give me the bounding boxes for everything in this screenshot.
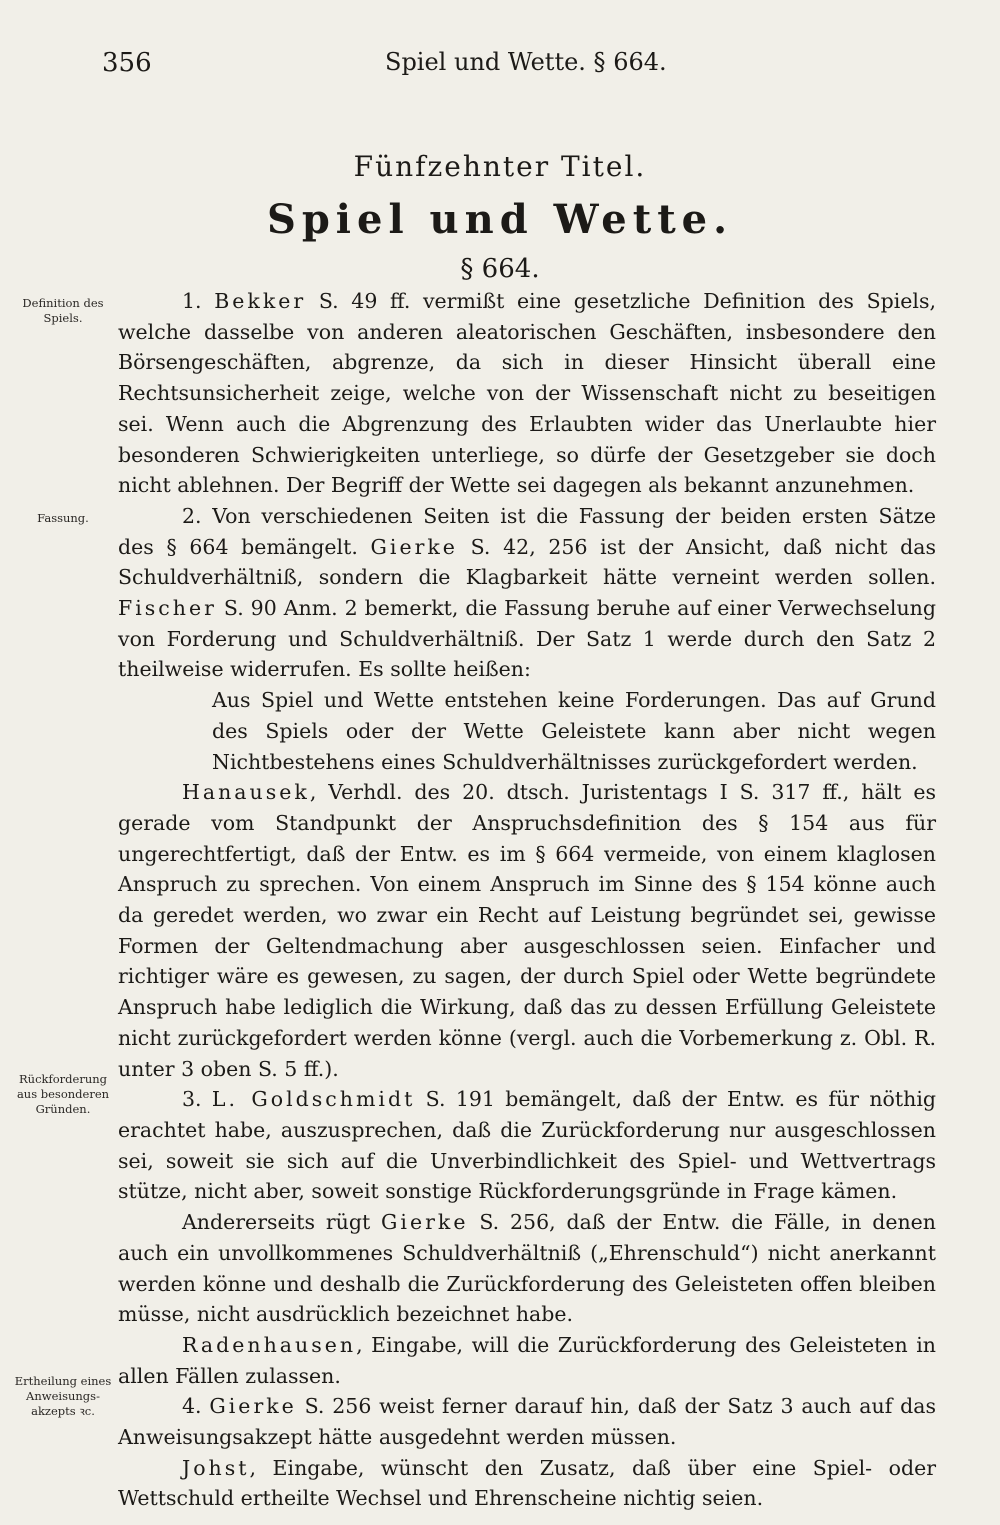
paragraph-3-text: , Verhdl. des 20. dtsch. Juristentags I S. 317 ff., hält es gerade vom Standpunkt der Anspruchsdefinition des § 154 aus für ungerechtfertigt, daß der Entw. es im § 664 vermeide, von einem klaglosen Anspruch zu sprechen. Von einem Anspruch im Sinne des § 154 könne auch da geredet werden, wo zwar ein Recht auf Leistung begründet sei, gewisse Formen der Geltendmachung aber ausgeschlossen seien. Einfacher und richtiger wäre es gewesen, zu sagen, der durch Spiel oder Wette begründete Anspruch habe lediglich die Wirkung, daß das zu dessen Erfüllung Geleistete nicht zurückgefordert werden könne (vergl. auch die Vorbemerkung z. Obl. R. unter 3 oben S. 5 ff.). [118, 780, 936, 1081]
paragraph-6-text: , Eingabe, will die Zurückforderung des Geleisteten in allen Fällen zulassen. [118, 1332, 936, 1388]
margin-note-fassung: Fassung. [37, 511, 89, 525]
paragraph-1-text: S. 49 ff. vermißt eine gesetzliche Definition des Spiels, welche dasselbe von anderen aleatorischen Geschäften, insbesondere den Börsengeschäften, abgrenze, da sich in dieser Hinsicht überall eine Rechtsunsicherheit zeige, welche von der Wissenschaft nicht zu beseitigen sei. Wenn auch die Abgrenzung des Erlaubten wider das Unerlaubte hier besonderen Schwierigkeiten unterliege, so dürfe der Gesetzgeber sie doch nicht ablehnen. Der Begriff der Wette sei dagegen als bekannt anzunehmen. [118, 289, 937, 498]
block-quote: Aus Spiel und Wette entstehen keine Forderungen. Das auf Grund des Spiels oder der Wette Geleistete kann aber nicht wegen Nichtbestehens eines Schuldverhältnisses zurückgefordert werden. [212, 688, 936, 774]
body-text [118, 286, 936, 1514]
paragraph-2-lead: 2. Von verschiedenen Seiten ist die Fassung der beiden ersten Sätze des § 664 bemängelt. [118, 503, 936, 559]
title-subtitle: Fünfzehnter Titel. [353, 150, 647, 183]
paragraph-5-lead: Andererseits rügt [182, 1210, 382, 1235]
page-number: 356 [102, 48, 152, 78]
section-heading: § 664. [460, 254, 540, 284]
paragraph-8-text: , Eingabe, wünscht den Zusatz, daß über eine Spiel- oder Wettschuld ertheilte Wechsel und Ehrenscheine nichtig seien. [118, 1455, 936, 1511]
paragraph-3 [118, 777, 936, 1084]
paragraph-8 [118, 1453, 936, 1514]
paragraph-7 [118, 1391, 936, 1452]
paragraph-2-mid: S. 42, 256 ist der Ansicht, daß nicht das Schuldverhältniß, sondern die Klagbarkeit hätte verneint werden sollen. [118, 534, 936, 590]
paragraph-2 [118, 501, 936, 685]
margin-note-definition: Definition des Spiels. [22, 296, 104, 325]
running-head: Spiel und Wette. § 664. [385, 48, 667, 76]
author-name: Radenhausen [182, 1332, 357, 1357]
title-main: Spiel und Wette. [266, 196, 734, 243]
author-name: Johst [182, 1455, 250, 1480]
author-name: Gierke [381, 1210, 469, 1235]
margin-note-rueckforderung: Rückforderung aus besonderen Gründen. [16, 1072, 110, 1116]
paragraph-4 [118, 1084, 936, 1207]
paragraph-1-lead: 1. [182, 289, 215, 313]
author-name: L. Goldschmidt [211, 1087, 416, 1112]
paragraph-4-lead: 3. [182, 1087, 212, 1112]
paragraph-7-text: S. 256 weist ferner darauf hin, daß der Satz 3 auch auf das Anweisungsakzept hätte ausgedehnt werden müssen. [118, 1394, 936, 1450]
paragraph-6 [118, 1330, 936, 1391]
author-name: Fischer [118, 596, 217, 621]
paragraph-5-text: S. 256, daß der Entw. die Fälle, in denen auch ein unvollkommenes Schuldverhältniß („Ehrenschuld“) nicht anerkannt werden könne und deshalb die Zurückforderung des Geleisteten offen bleiben müsse, nicht ausdrücklich bezeichnet habe. [118, 1210, 936, 1327]
author-name: Hanausek [182, 780, 310, 805]
author-name: Gierke [209, 1394, 297, 1419]
paragraph-1 [118, 286, 936, 501]
author-name: Bekker [214, 289, 307, 313]
margin-note-ertheilung: Ertheilung eines Anweisungs-akzepts ꝛc. [14, 1374, 112, 1418]
paragraph-5 [118, 1207, 936, 1330]
paragraph-7-lead: 4. [182, 1394, 210, 1419]
paragraph-4-text: S. 191 bemängelt, daß der Entw. es für nöthig erachtet habe, auszusprechen, daß die Zurückforderung nur ausgeschlossen sei, soweit sie sich auf die Unverbindlichkeit des Spiel- und Wettvertrags stütze, nicht aber, soweit sonstige Rückforderungsgründe in Frage kämen. [118, 1087, 937, 1204]
author-name: Gierke [370, 534, 458, 559]
paragraph-2-text: S. 90 Anm. 2 bemerkt, die Fassung beruhe auf einer Verwechselung von Forderung und Schuldverhältniß. Der Satz 1 werde durch den Satz 2 theilweise widerrufen. Es sollte heißen: [118, 596, 936, 682]
